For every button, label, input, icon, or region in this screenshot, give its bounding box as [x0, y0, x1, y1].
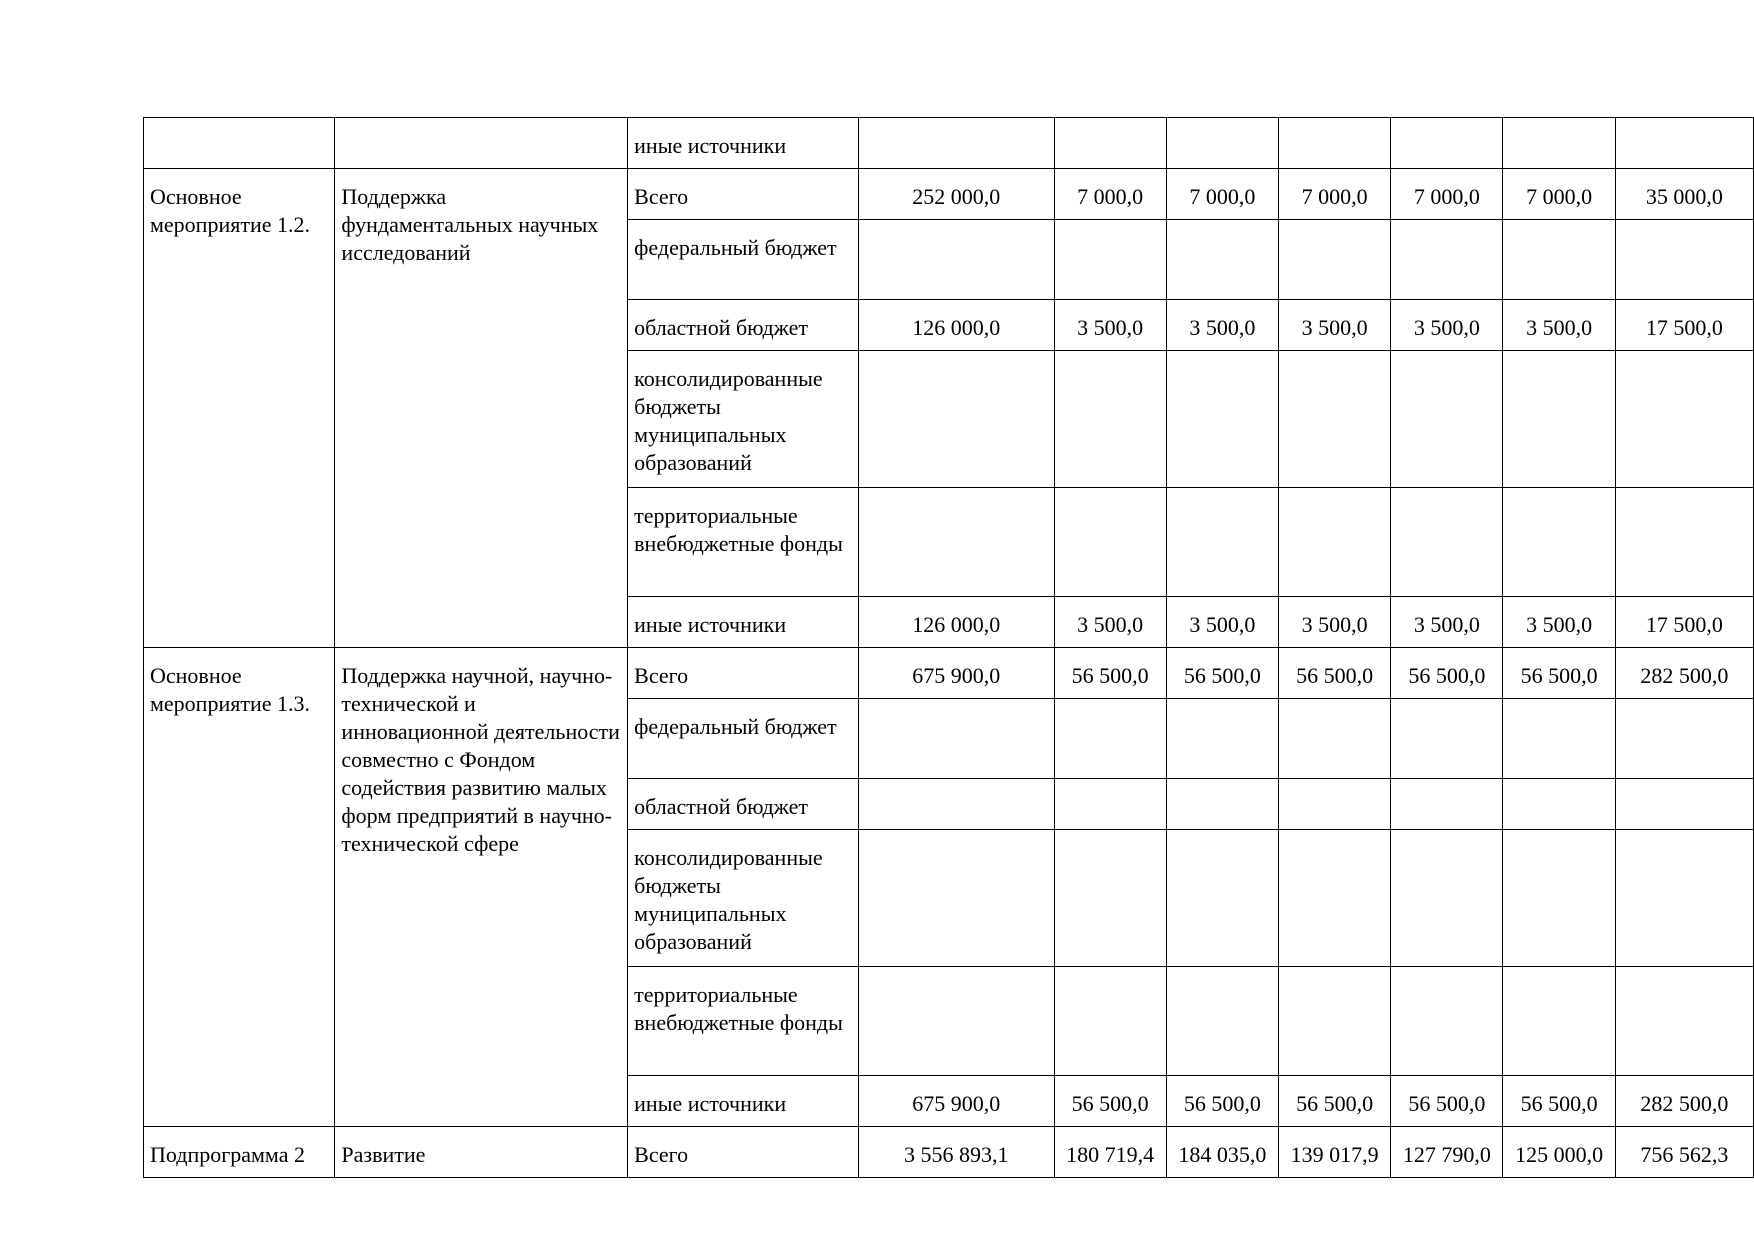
year-cell	[1503, 830, 1615, 967]
total-cell	[858, 351, 1054, 488]
total-cell	[858, 488, 1054, 597]
year-cell: 3 500,0	[1166, 300, 1278, 351]
year-cell	[1503, 699, 1615, 779]
year-cell: 56 500,0	[1391, 1076, 1503, 1127]
total-cell: 126 000,0	[858, 300, 1054, 351]
year-cell	[1279, 699, 1391, 779]
total-cell: 3 556 893,1	[858, 1127, 1054, 1178]
year-cell	[1054, 118, 1166, 169]
year-cell	[1503, 351, 1615, 488]
year-cell	[1391, 220, 1503, 300]
year-cell: 3 500,0	[1166, 597, 1278, 648]
year-cell	[1615, 351, 1753, 488]
funding-source-cell: федеральный бюджет	[628, 220, 859, 300]
year-cell	[1279, 351, 1391, 488]
budget-table	[143, 117, 1754, 1178]
event-name-cell: Развитие	[335, 1127, 628, 1178]
total-cell	[858, 220, 1054, 300]
status-cell: Основное мероприятие 1.2.	[144, 169, 335, 648]
funding-source-cell: территориальные внебюджетные фонды	[628, 967, 859, 1076]
year-cell	[1503, 220, 1615, 300]
year-cell	[1054, 830, 1166, 967]
year-cell	[1166, 488, 1278, 597]
total-cell	[858, 699, 1054, 779]
year-cell: 56 500,0	[1503, 648, 1615, 699]
year-cell	[1391, 830, 1503, 967]
year-cell	[1166, 699, 1278, 779]
year-cell	[1391, 351, 1503, 488]
status-cell: Основное мероприятие 1.3.	[144, 648, 335, 1127]
year-cell	[1391, 699, 1503, 779]
funding-source-cell: федеральный бюджет	[628, 699, 859, 779]
year-cell	[1615, 830, 1753, 967]
year-cell	[1054, 699, 1166, 779]
funding-source-cell: иные источники	[628, 1076, 859, 1127]
year-cell	[1166, 220, 1278, 300]
total-cell	[858, 118, 1054, 169]
year-cell	[1279, 488, 1391, 597]
year-cell: 282 500,0	[1615, 1076, 1753, 1127]
total-cell	[858, 967, 1054, 1076]
year-cell: 139 017,9	[1279, 1127, 1391, 1178]
year-cell	[1615, 220, 1753, 300]
event-name-cell: Поддержка научной, научно-технической и инновационной деятельности совместно с Фондом содействия развитию малых форм предприятий в научно-технической сфере	[335, 648, 628, 1127]
year-cell	[1054, 967, 1166, 1076]
year-cell: 56 500,0	[1279, 1076, 1391, 1127]
year-cell: 7 000,0	[1279, 169, 1391, 220]
year-cell	[1391, 118, 1503, 169]
funding-source-cell: Всего	[628, 648, 859, 699]
status-cell: Подпрограмма 2	[144, 1127, 335, 1178]
funding-source-cell: Всего	[628, 169, 859, 220]
year-cell: 282 500,0	[1615, 648, 1753, 699]
event-name-cell: Поддержка фундаментальных научных исследований	[335, 169, 628, 648]
year-cell: 3 500,0	[1503, 597, 1615, 648]
year-cell	[1166, 351, 1278, 488]
year-cell: 7 000,0	[1166, 169, 1278, 220]
year-cell	[1279, 118, 1391, 169]
year-cell: 56 500,0	[1279, 648, 1391, 699]
year-cell	[1279, 220, 1391, 300]
year-cell	[1503, 118, 1615, 169]
table-row	[144, 648, 1754, 699]
funding-source-cell: Всего	[628, 1127, 859, 1178]
year-cell: 184 035,0	[1166, 1127, 1278, 1178]
year-cell: 56 500,0	[1166, 648, 1278, 699]
year-cell	[1615, 118, 1753, 169]
year-cell	[1391, 488, 1503, 597]
year-cell	[1279, 830, 1391, 967]
total-cell: 675 900,0	[858, 648, 1054, 699]
year-cell: 127 790,0	[1391, 1127, 1503, 1178]
table-row	[144, 118, 1754, 169]
year-cell: 3 500,0	[1391, 597, 1503, 648]
year-cell: 3 500,0	[1391, 300, 1503, 351]
year-cell: 56 500,0	[1054, 1076, 1166, 1127]
year-cell: 7 000,0	[1054, 169, 1166, 220]
funding-source-cell: иные источники	[628, 597, 859, 648]
total-cell	[858, 830, 1054, 967]
year-cell	[1279, 967, 1391, 1076]
year-cell	[1054, 220, 1166, 300]
funding-source-cell: областной бюджет	[628, 779, 859, 830]
year-cell	[1054, 351, 1166, 488]
year-cell: 3 500,0	[1054, 597, 1166, 648]
total-cell: 126 000,0	[858, 597, 1054, 648]
funding-source-cell: территориальные внебюджетные фонды	[628, 488, 859, 597]
year-cell	[1166, 830, 1278, 967]
table-row	[144, 1127, 1754, 1178]
year-cell: 3 500,0	[1279, 300, 1391, 351]
year-cell: 56 500,0	[1391, 648, 1503, 699]
year-cell	[1615, 779, 1753, 830]
year-cell	[1391, 779, 1503, 830]
funding-source-cell: иные источники	[628, 118, 859, 169]
year-cell: 7 000,0	[1503, 169, 1615, 220]
year-cell	[1166, 967, 1278, 1076]
year-cell	[1615, 488, 1753, 597]
year-cell	[1503, 967, 1615, 1076]
total-cell: 252 000,0	[858, 169, 1054, 220]
funding-source-cell: консолидированные бюджеты муниципальных образований	[628, 830, 859, 967]
year-cell: 3 500,0	[1503, 300, 1615, 351]
year-cell: 180 719,4	[1054, 1127, 1166, 1178]
year-cell: 17 500,0	[1615, 597, 1753, 648]
year-cell: 56 500,0	[1166, 1076, 1278, 1127]
year-cell: 17 500,0	[1615, 300, 1753, 351]
year-cell: 35 000,0	[1615, 169, 1753, 220]
year-cell	[1615, 699, 1753, 779]
year-cell	[1054, 488, 1166, 597]
year-cell: 3 500,0	[1054, 300, 1166, 351]
status-cell	[144, 118, 335, 169]
year-cell: 56 500,0	[1054, 648, 1166, 699]
year-cell: 7 000,0	[1391, 169, 1503, 220]
year-cell	[1054, 779, 1166, 830]
year-cell	[1503, 779, 1615, 830]
year-cell: 56 500,0	[1503, 1076, 1615, 1127]
year-cell	[1166, 779, 1278, 830]
year-cell	[1615, 967, 1753, 1076]
year-cell	[1166, 118, 1278, 169]
funding-source-cell: областной бюджет	[628, 300, 859, 351]
year-cell: 125 000,0	[1503, 1127, 1615, 1178]
total-cell	[858, 779, 1054, 830]
total-cell: 675 900,0	[858, 1076, 1054, 1127]
year-cell: 3 500,0	[1279, 597, 1391, 648]
year-cell	[1279, 779, 1391, 830]
event-name-cell	[335, 118, 628, 169]
funding-source-cell: консолидированные бюджеты муниципальных образований	[628, 351, 859, 488]
year-cell	[1503, 488, 1615, 597]
year-cell: 756 562,3	[1615, 1127, 1753, 1178]
year-cell	[1391, 967, 1503, 1076]
table-row	[144, 169, 1754, 220]
